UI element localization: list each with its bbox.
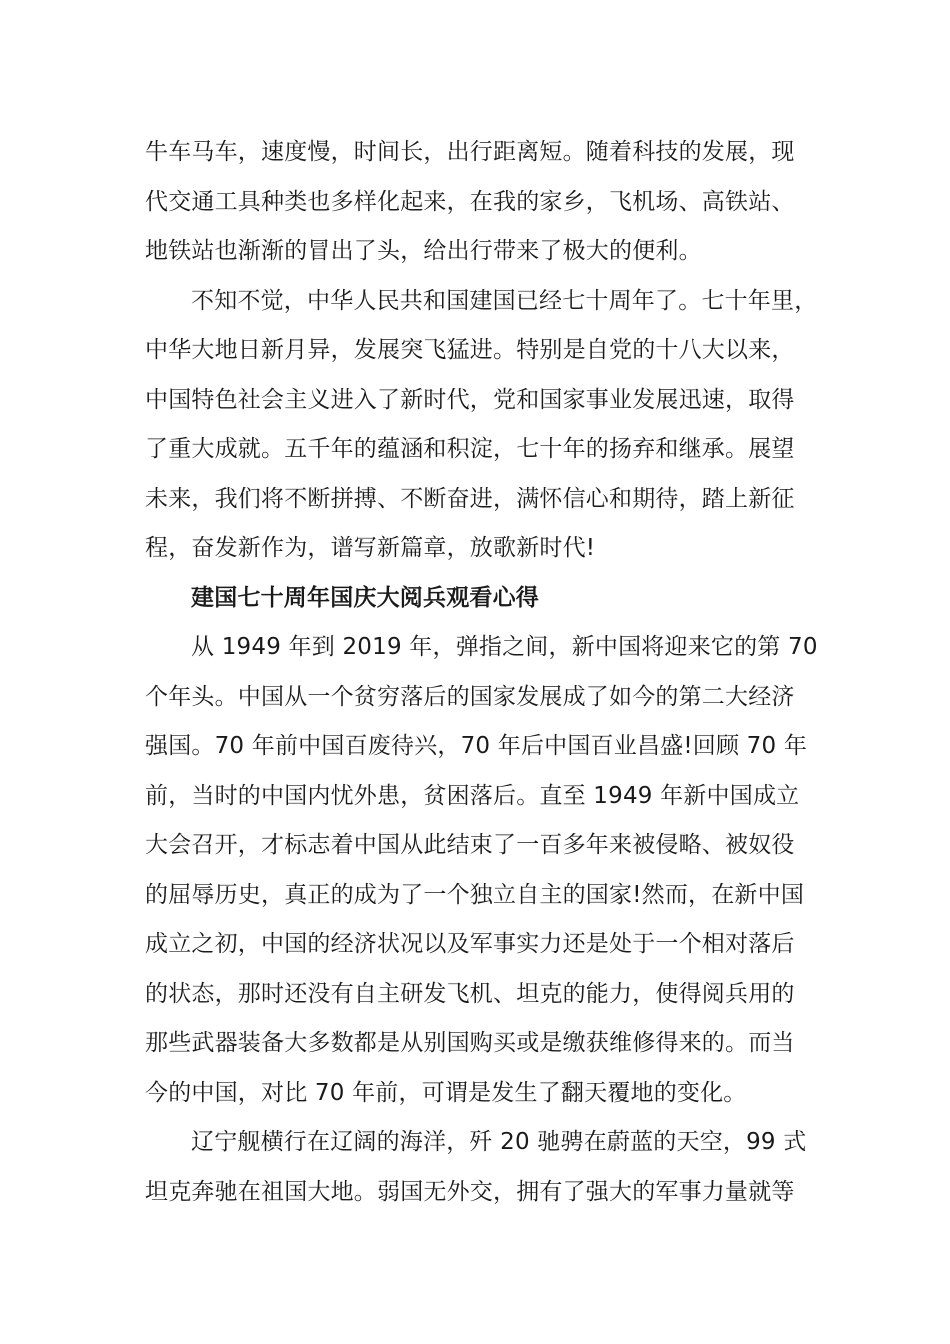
- text-line: 强国。70 年前中国百废待兴，70 年后中国百业昌盛!回顾 70 年: [145, 733, 808, 759]
- paragraph: [145, 277, 818, 574]
- section-heading: [145, 574, 805, 624]
- text-line: 的状态，那时还没有自主研发飞机、坦克的能力，使得阅兵用的: [145, 980, 795, 1007]
- text-line: 个年头。中国从一个贫穷落后的国家发展成了如今的第二大经济: [145, 683, 795, 710]
- text-line: 今的中国，对比 70 年前，可谓是发生了翻天覆地的变化。: [145, 1079, 747, 1106]
- text-line: 从 1949 年到 2019 年，弹指之间，新中国将迎来它的第 70: [191, 634, 818, 660]
- text-line: 不知不觉，中华人民共和国建国已经七十周年了。七十年里，: [191, 287, 818, 314]
- text-line: 的屈辱历史，真正的成为了一个独立自主的国家!然而，在新中国: [145, 881, 805, 908]
- text-line: 程，奋发新作为，谱写新篇章，放歌新时代!: [145, 535, 596, 561]
- text-line: 辽宁舰横行在辽阔的海洋，歼 20 驰骋在蔚蓝的天空，99 式: [191, 1129, 807, 1155]
- paragraph: [145, 128, 805, 277]
- text-line: 地铁站也渐渐的冒出了头，给出行带来了极大的便利。: [145, 238, 702, 264]
- text-line: 大会召开，才标志着中国从此结束了一百多年来被侵略、被奴役: [145, 832, 795, 858]
- text-line: 那些武器装备大多数都是从别国购买或是缴获维修得来的。而当: [145, 1030, 795, 1056]
- document-body: [145, 128, 818, 1217]
- text-line: 前，当时的中国内忧外患，贫困落后。直至 1949 年新中国成立: [145, 782, 800, 809]
- paragraph: [145, 623, 818, 1118]
- text-line: 坦克奔驰在祖国大地。弱国无外交，拥有了强大的军事力量就等: [145, 1178, 795, 1205]
- text-line: 中华大地日新月异，发展突飞猛进。特别是自党的十八大以来，: [145, 337, 795, 363]
- text-line: 牛车马车，速度慢，时间长，出行距离短。随着科技的发展，现: [145, 139, 795, 165]
- paragraph: [145, 1118, 805, 1217]
- text-line: 中国特色社会主义进入了新时代，党和国家事业发展迅速，取得: [145, 386, 795, 413]
- text-line: 未来，我们将不断拼搏、不断奋进，满怀信心和期待，踏上新征: [145, 485, 795, 512]
- text-line: 了重大成就。五千年的蕴涵和积淀，七十年的扬弃和继承。展望: [145, 436, 795, 462]
- text-line: 成立之初，中国的经济状况以及军事实力还是处于一个相对落后: [145, 931, 795, 957]
- text-line: 代交通工具种类也多样化起来，在我的家乡，飞机场、高铁站、: [145, 188, 795, 215]
- heading-text: 建国七十周年国庆大阅兵观看心得: [191, 584, 539, 611]
